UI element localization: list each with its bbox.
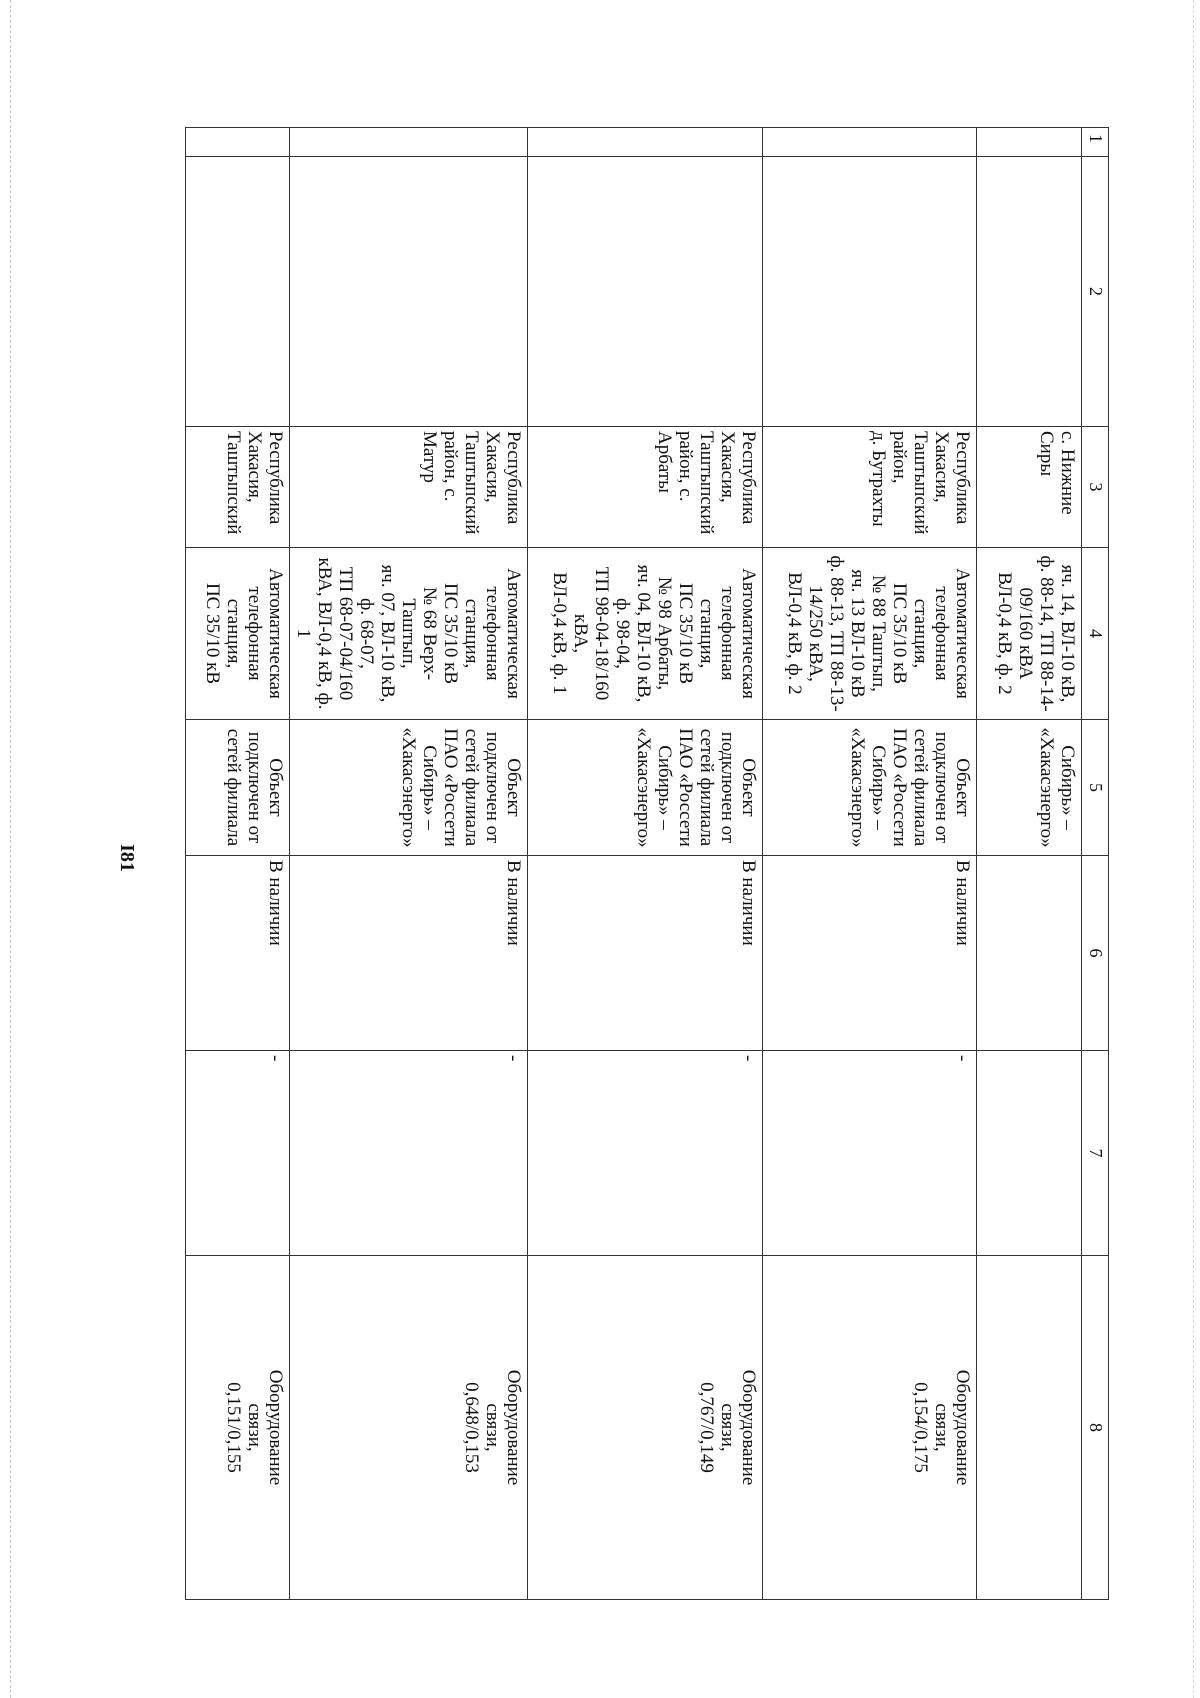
- column-number-7: 7: [1082, 1051, 1109, 1256]
- cell-connection: Объект подключен от сетей филиала ПАО «Россети Сибирь» – «Хакасэнерго»: [763, 720, 977, 856]
- cell-location: Республика Хакасия, Таштыпский район, с. Матур: [290, 427, 528, 548]
- cell-availability: В наличии: [763, 856, 977, 1051]
- column-number-4: 4: [1082, 548, 1109, 720]
- cell-col7: -: [290, 1051, 528, 1256]
- cell-availability: В наличии: [186, 856, 290, 1051]
- cell-col7: -: [763, 1051, 977, 1256]
- cell-col1: [290, 128, 528, 157]
- cell-equipment: Оборудование связи, 0,151/0,155: [186, 1256, 290, 1600]
- cell-col1: [763, 128, 977, 157]
- cell-location: с. Нижние Сиры: [977, 427, 1082, 548]
- column-number-3: 3: [1082, 427, 1109, 548]
- cell-col1: [977, 128, 1082, 157]
- cell-object: Автоматическая телефонная станция, ПС 35/10 кВ № 68 Верх-Таштып, яч. 07, ВЛ-10 кВ, ф. 68-07, ТП 68-07-04/160 кВА, ВЛ-0,4 кВ, ф. 1: [290, 548, 528, 720]
- column-number-6: 6: [1082, 856, 1109, 1051]
- cell-connection: Объект подключен от сетей филиала: [186, 720, 290, 856]
- cell-col2: [763, 157, 977, 427]
- table-row: [186, 128, 290, 1600]
- cell-availability: В наличии: [528, 856, 763, 1051]
- cell-location: Республика Хакасия, Таштыпский район, с. Арбаты: [528, 427, 763, 548]
- column-number-1: 1: [1082, 128, 1109, 157]
- cell-col7: [977, 1051, 1082, 1256]
- scan-edge-left: [10, 0, 11, 1698]
- rotated-page: [189, 127, 1109, 1599]
- cell-connection: Объект подключен от сетей филиала ПАО «Россети Сибирь» – «Хакасэнерго»: [290, 720, 528, 856]
- cell-object: яч. 14, ВЛ-10 кВ, ф. 88-14, ТП 88-14- 09/160 кВА ВЛ-0,4 кВ, ф. 2: [977, 548, 1082, 720]
- cell-object: Автоматическая телефонная станция, ПС 35/10 кВ № 98 Арбаты, яч. 04, ВЛ-10 кВ, ф. 98-04, ТП 98-04-18/160 кВА, ВЛ-0,4 кВ, ф. 1: [528, 548, 763, 720]
- cell-equipment: Оборудование связи, 0,154/0,175: [763, 1256, 977, 1600]
- cell-availability: В наличии: [290, 856, 528, 1051]
- table-row: [290, 128, 528, 1600]
- column-number-8: 8: [1082, 1256, 1109, 1600]
- cell-equipment: Оборудование связи, 0,648/0,153: [290, 1256, 528, 1600]
- cell-col2: [290, 157, 528, 427]
- cell-connection: Объект подключен от сетей филиала ПАО «Россети Сибирь» – «Хакасэнерго»: [528, 720, 763, 856]
- cell-col2: [528, 157, 763, 427]
- registry-table: [185, 127, 1109, 1600]
- cell-location: Республика Хакасия, Таштыпский район, д. Бутрахты: [763, 427, 977, 548]
- cell-col1: [186, 128, 290, 157]
- cell-connection: Сибирь» – «Хакасэнерго»: [977, 720, 1082, 856]
- cell-col2: [186, 157, 290, 427]
- table-row: [763, 128, 977, 1600]
- cell-equipment: [977, 1256, 1082, 1600]
- cell-object: Автоматическая телефонная станция, ПС 35/10 кВ № 88 Таштып, яч. 13 ВЛ-10 кВ ф. 88-13, ТП 88-13- 14/250 кВА, ВЛ-0,4 кВ, ф. 2: [763, 548, 977, 720]
- cell-object: Автоматическая телефонная станция, ПС 35/10 кВ: [186, 548, 290, 720]
- table-header-row: [1082, 128, 1109, 1600]
- table-row: [977, 128, 1082, 1600]
- cell-col7: -: [186, 1051, 290, 1256]
- column-number-2: 2: [1082, 157, 1109, 427]
- column-number-5: 5: [1082, 720, 1109, 856]
- page-number: I81: [116, 844, 138, 872]
- table-row: [528, 128, 763, 1600]
- scan-edge-right: [1193, 0, 1194, 1698]
- cell-col1: [528, 128, 763, 157]
- cell-col2: [977, 157, 1082, 427]
- cell-availability: [977, 856, 1082, 1051]
- cell-equipment: Оборудование связи, 0,767/0,149: [528, 1256, 763, 1600]
- cell-col7: -: [528, 1051, 763, 1256]
- cell-location: Республика Хакасия, Таштыпский: [186, 427, 290, 548]
